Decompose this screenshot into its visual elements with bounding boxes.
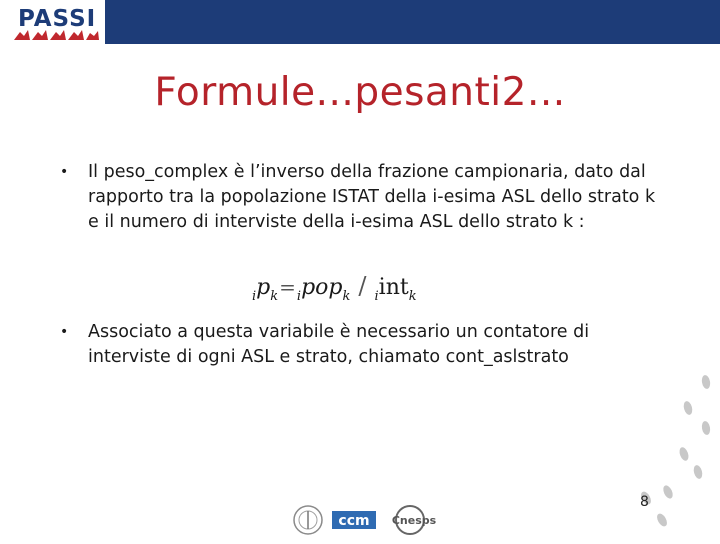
formula	[252, 272, 417, 306]
bullet-text: Associato a questa variabile è necessario un contatore di interviste di ogni ASL e strato, chiamato cont_aslstrato	[88, 322, 590, 367]
header-band	[105, 0, 720, 44]
passi-logo	[6, 4, 102, 44]
page-number: 8	[640, 494, 649, 510]
formula-p: p	[256, 275, 271, 300]
formula-slash: /	[358, 272, 367, 300]
bullet-item-1	[60, 160, 660, 235]
formula-sub-k: k	[408, 289, 417, 304]
bullet-dot: •	[60, 324, 69, 340]
footprints-icon	[640, 370, 720, 540]
formula-int: int	[378, 275, 409, 300]
bullet-dot: •	[60, 164, 69, 180]
footprints-decoration	[640, 370, 720, 540]
slide-title: Formule...pesanti2...	[154, 70, 566, 115]
bullet-item-2	[60, 320, 660, 370]
footer-logos	[290, 500, 450, 540]
formula-equals: =	[279, 275, 296, 299]
formula-pop: pop	[301, 275, 343, 300]
svg-text:Cnesps: Cnesps	[391, 514, 437, 527]
footer-logos-svg	[290, 500, 450, 540]
formula-prefix-i: i	[374, 289, 379, 304]
ministry-seal-icon	[294, 506, 322, 534]
ccm-logo-text: ccm	[338, 513, 370, 529]
formula-sub-k: k	[270, 289, 279, 304]
formula-prefix-i: i	[296, 289, 302, 304]
bullet-text: Il peso_complex è l’inverso della frazione campionaria, dato dal rapporto tra la popolazione ISTAT della i-esima ASL dello strato k e il numero di interviste della i-esima ASL dello strato k :	[88, 162, 656, 232]
formula-prefix-i: i	[252, 289, 257, 304]
formula-sub-k: k	[342, 289, 351, 304]
ccm-logo-icon	[332, 511, 376, 529]
logo-text: PASSI	[18, 6, 97, 32]
cnesps-logo-icon	[392, 506, 437, 534]
